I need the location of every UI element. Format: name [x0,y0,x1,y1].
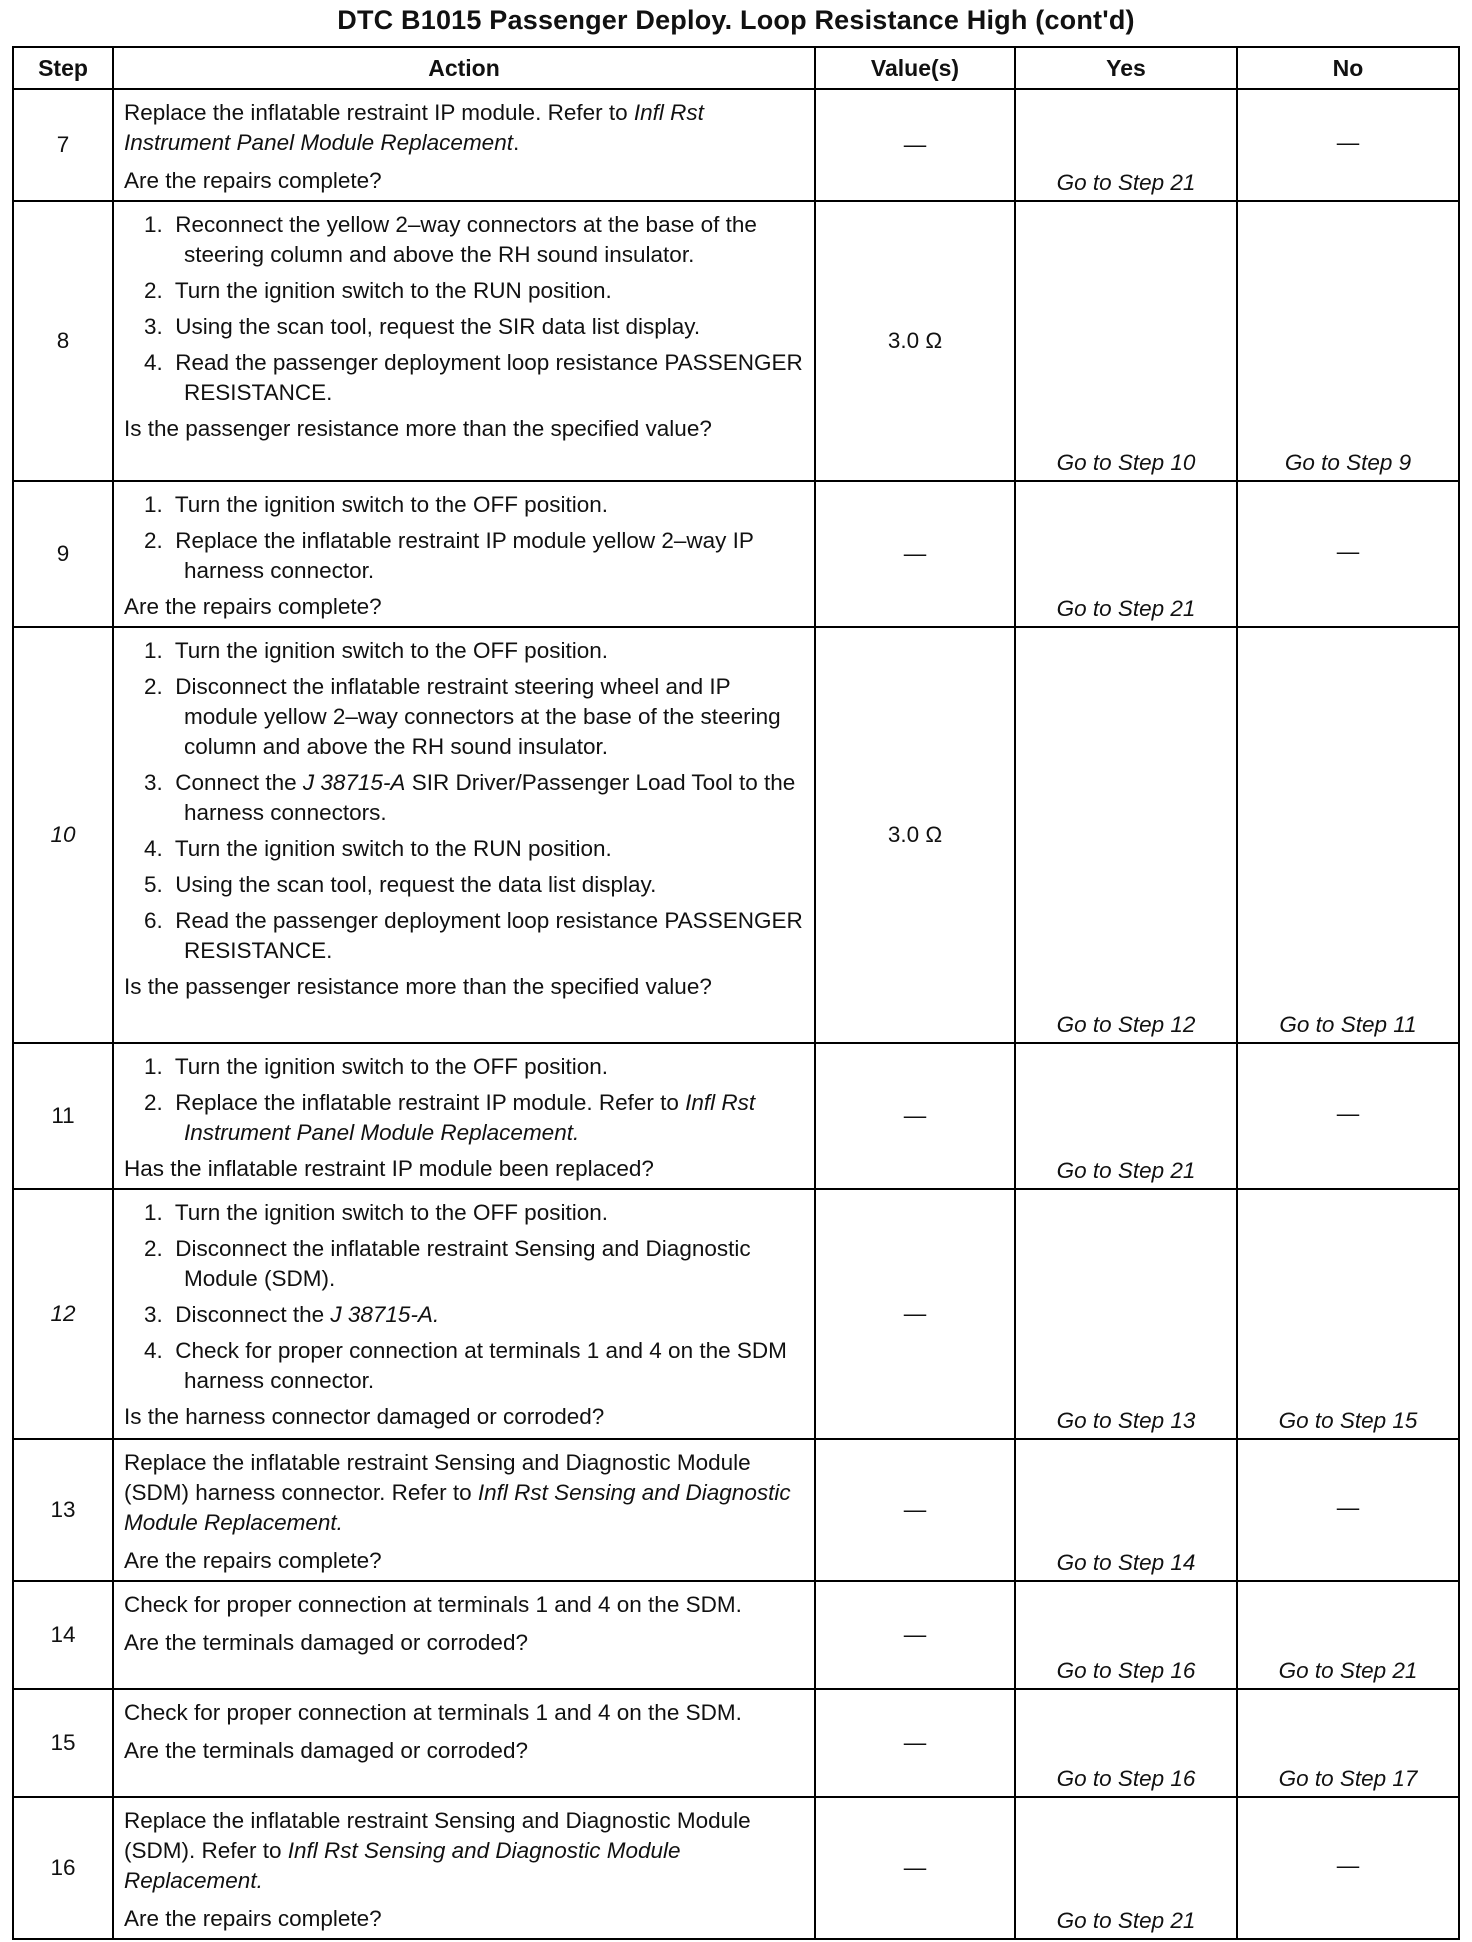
action-question: Are the terminals damaged or corroded? [124,1630,528,1655]
list-number: 3. [144,314,176,339]
action-question: Are the repairs complete? [124,168,382,193]
action-text: Check for proper connection at terminals 1 and 4 on the SDM. [124,1700,742,1725]
action-text: Reconnect the yellow 2–way connectors at the base of the steering column and above the RH sound insulator. [175,212,757,267]
list-number: 2. [144,1236,176,1261]
action-text: Disconnect the [175,1302,331,1327]
no-cell: — [1237,1043,1459,1189]
value-cell: — [815,1189,1015,1439]
header-yes: Yes [1015,47,1237,89]
action-list-item [124,672,808,762]
value-cell: — [815,1439,1015,1581]
header-step: Step [13,47,113,89]
action-text: Turn the ignition switch to the OFF position. [174,1054,608,1079]
header-action: Action [113,47,815,89]
action-list-item [124,276,808,306]
list-number: 1. [144,212,176,237]
value-cell: 3.0 Ω [815,201,1015,481]
action-list-item [124,210,808,270]
action-text: Using the scan tool, request the SIR data list display. [175,314,701,339]
reference-text: Infl Rst Sensing and Diagnostic Module Replacement. [124,1480,791,1535]
action-question: Has the inflatable restraint IP module been replaced? [124,1156,654,1181]
list-number: 6. [144,908,176,933]
action-list-item [124,1052,808,1082]
action-paragraph [124,98,808,158]
action-text: Turn the ignition switch to the OFF position. [174,638,608,663]
action-list-item [124,1336,808,1396]
action-question: Is the passenger resistance more than the specified value? [124,974,712,999]
table-body [13,89,1459,1939]
list-number: 4. [144,836,175,861]
action-cell [113,627,815,1043]
header-no: No [1237,47,1459,89]
step-number: 10 [13,627,113,1043]
step-number: 16 [13,1797,113,1939]
table-row [13,89,1459,201]
action-list-item [124,1088,808,1148]
reference-text: Infl Rst Instrument Panel Module Replacement. [184,1090,756,1145]
action-list-item [124,1198,808,1228]
diagnostic-table [12,46,1460,1940]
action-text: Turn the ignition switch to the OFF position. [174,1200,608,1225]
action-text: Check for proper connection at terminals 1 and 4 on the SDM harness connector. [175,1338,787,1393]
step-number: 8 [13,201,113,481]
action-cell [113,1439,815,1581]
action-question: Are the terminals damaged or corroded? [124,1738,528,1763]
value-cell: — [815,89,1015,201]
reference-text: J 38715-A [302,770,406,795]
no-cell: — [1237,89,1459,201]
no-cell: Go to Step 11 [1237,627,1459,1043]
action-paragraph [124,1590,808,1620]
action-list-item [124,1300,808,1330]
list-number: 1. [144,1054,175,1079]
table-row [13,1689,1459,1797]
yes-cell: Go to Step 10 [1015,201,1237,481]
action-text: Read the passenger deployment loop resistance PASSENGER RESISTANCE. [175,350,803,405]
step-number: 7 [13,89,113,201]
value-cell: — [815,1797,1015,1939]
action-text: Replace the inflatable restraint IP module. Refer to [124,100,634,125]
list-number: 1. [144,492,175,517]
yes-cell: Go to Step 21 [1015,481,1237,627]
action-text: Check for proper connection at terminals 1 and 4 on the SDM. [124,1592,742,1617]
action-cell [113,1189,815,1439]
table-row [13,627,1459,1043]
yes-cell: Go to Step 12 [1015,627,1237,1043]
action-question: Is the passenger resistance more than the specified value? [124,416,712,441]
step-number: 11 [13,1043,113,1189]
list-number: 2. [144,1090,176,1115]
action-list-item [124,490,808,520]
reference-text: J 38715-A. [330,1302,440,1327]
action-text: Replace the inflatable restraint IP module yellow 2–way IP harness connector. [175,528,754,583]
value-cell: 3.0 Ω [815,627,1015,1043]
action-text: Turn the ignition switch to the RUN position. [174,836,612,861]
no-cell: Go to Step 17 [1237,1689,1459,1797]
action-text: Read the passenger deployment loop resistance PASSENGER RESISTANCE. [175,908,803,963]
table-header-row [13,47,1459,89]
action-cell [113,481,815,627]
yes-cell: Go to Step 21 [1015,1043,1237,1189]
yes-cell: Go to Step 14 [1015,1439,1237,1581]
no-cell: Go to Step 9 [1237,201,1459,481]
action-question: Is the harness connector damaged or corroded? [124,1404,605,1429]
action-text: Replace the inflatable restraint IP module. Refer to [175,1090,686,1115]
value-cell: — [815,481,1015,627]
action-paragraph [124,1448,808,1538]
step-number: 14 [13,1581,113,1689]
no-cell: Go to Step 21 [1237,1581,1459,1689]
action-list-item [124,834,808,864]
table-row [13,1043,1459,1189]
list-number: 2. [144,528,176,553]
value-cell: — [815,1689,1015,1797]
yes-cell: Go to Step 13 [1015,1189,1237,1439]
list-number: 5. [144,872,176,897]
list-number: 3. [144,770,176,795]
action-text: Turn the ignition switch to the RUN position. [174,278,612,303]
action-list-item [124,636,808,666]
step-number: 9 [13,481,113,627]
no-cell: Go to Step 15 [1237,1189,1459,1439]
action-question: Are the repairs complete? [124,1548,382,1573]
reference-text: Infl Rst Instrument Panel Module Replacement [124,100,704,155]
list-number: 4. [144,1338,176,1363]
action-text: Using the scan tool, request the data list display. [175,872,657,897]
table-row [13,481,1459,627]
action-cell [113,89,815,201]
step-number: 13 [13,1439,113,1581]
yes-cell: Go to Step 21 [1015,1797,1237,1939]
action-cell [113,1581,815,1689]
yes-cell: Go to Step 16 [1015,1689,1237,1797]
no-cell: — [1237,1439,1459,1581]
list-number: 2. [144,674,176,699]
action-paragraph [124,1806,808,1896]
table-row [13,1581,1459,1689]
header-values: Value(s) [815,47,1015,89]
action-text: . [512,130,520,155]
step-number: 15 [13,1689,113,1797]
yes-cell: Go to Step 16 [1015,1581,1237,1689]
action-question: Are the repairs complete? [124,1906,382,1931]
yes-cell: Go to Step 21 [1015,89,1237,201]
action-text: Disconnect the inflatable restraint steering wheel and IP module yellow 2–way connectors at the base of the steering column and above the RH sound insulator. [175,674,781,759]
action-text: SIR Driver/Passenger Load Tool to the harness connectors. [184,770,796,825]
action-list-item [124,768,808,828]
action-cell [113,1043,815,1189]
table-row [13,1797,1459,1939]
list-number: 3. [144,1302,176,1327]
step-number: 12 [13,1189,113,1439]
action-list-item [124,312,808,342]
no-cell: — [1237,481,1459,627]
action-list-item [124,906,808,966]
action-cell [113,1797,815,1939]
list-number: 1. [144,638,175,663]
action-paragraph [124,1698,808,1728]
action-cell [113,1689,815,1797]
list-number: 4. [144,350,176,375]
action-list-item [124,526,808,586]
action-question: Are the repairs complete? [124,594,382,619]
value-cell: — [815,1581,1015,1689]
action-text: Turn the ignition switch to the OFF position. [174,492,608,517]
no-cell: — [1237,1797,1459,1939]
action-text: Replace the inflatable restraint Sensing and Diagnostic Module (SDM) harness connector. Refer to [124,1450,751,1505]
table-row [13,201,1459,481]
table-row [13,1439,1459,1581]
action-text: Connect the [175,770,303,795]
page-title: DTC B1015 Passenger Deploy. Loop Resistance High (cont'd) [337,5,1135,35]
action-list-item [124,870,808,900]
list-number: 2. [144,278,175,303]
reference-text: Infl Rst Sensing and Diagnostic Module Replacement. [124,1838,681,1893]
table-row [13,1189,1459,1439]
action-cell [113,201,815,481]
action-text: Disconnect the inflatable restraint Sensing and Diagnostic Module (SDM). [175,1236,751,1291]
value-cell: — [815,1043,1015,1189]
list-number: 1. [144,1200,175,1225]
action-list-item [124,348,808,408]
action-list-item [124,1234,808,1294]
action-text: Replace the inflatable restraint Sensing and Diagnostic Module (SDM). Refer to [124,1808,751,1863]
